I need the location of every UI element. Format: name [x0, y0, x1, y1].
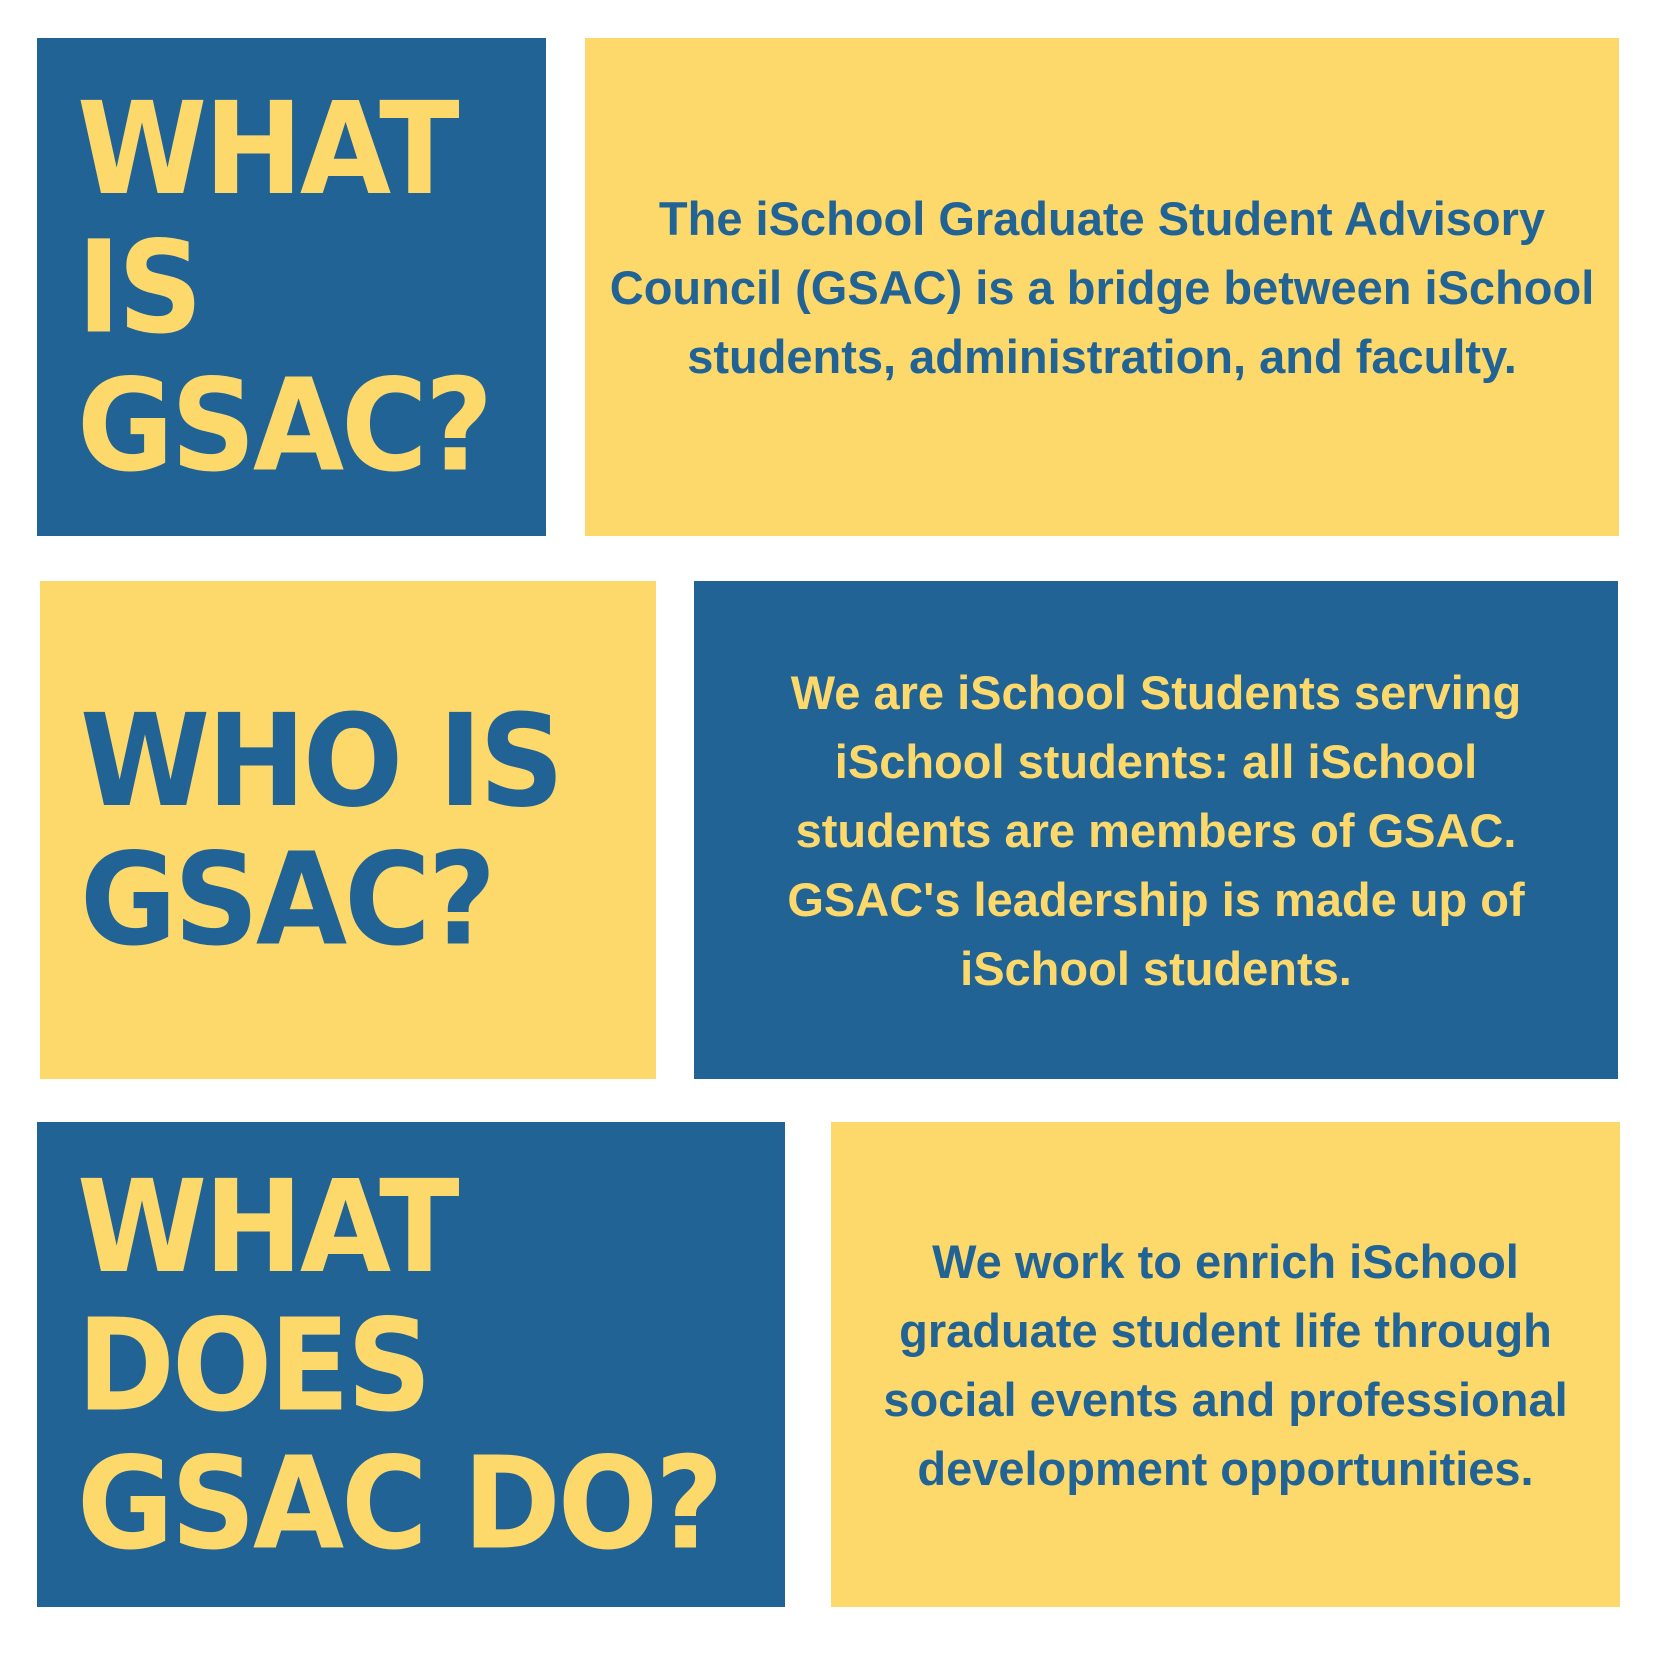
what-does-gsac-do-heading-panel: [37, 1122, 785, 1607]
what-is-gsac-text: The iSchool Graduate Student Advisory Council (GSAC) is a bridge between iSchool students, administration, and faculty.: [609, 191, 1595, 383]
who-is-gsac-heading-panel: [40, 581, 656, 1079]
what-is-gsac-text-panel: [585, 38, 1619, 536]
what-does-gsac-do-text-panel: [831, 1122, 1620, 1607]
what-does-gsac-do-text: We work to enrich iSchool graduate student life through social events and professional development opportunities.: [883, 1234, 1568, 1495]
who-is-gsac-heading: WHO IS GSAC?: [80, 686, 562, 974]
who-is-gsac-text-panel: [694, 581, 1618, 1079]
what-does-gsac-do-heading: WHAT DOES GSAC DO?: [77, 1151, 721, 1578]
who-is-gsac-text: We are iSchool Students serving iSchool students: all iSchool students are members of GSAC. GSAC's leadership is made up of iSchool students.: [787, 665, 1525, 995]
what-is-gsac-heading-panel: [37, 38, 546, 536]
what-is-gsac-heading: WHAT IS GSAC?: [77, 74, 491, 500]
